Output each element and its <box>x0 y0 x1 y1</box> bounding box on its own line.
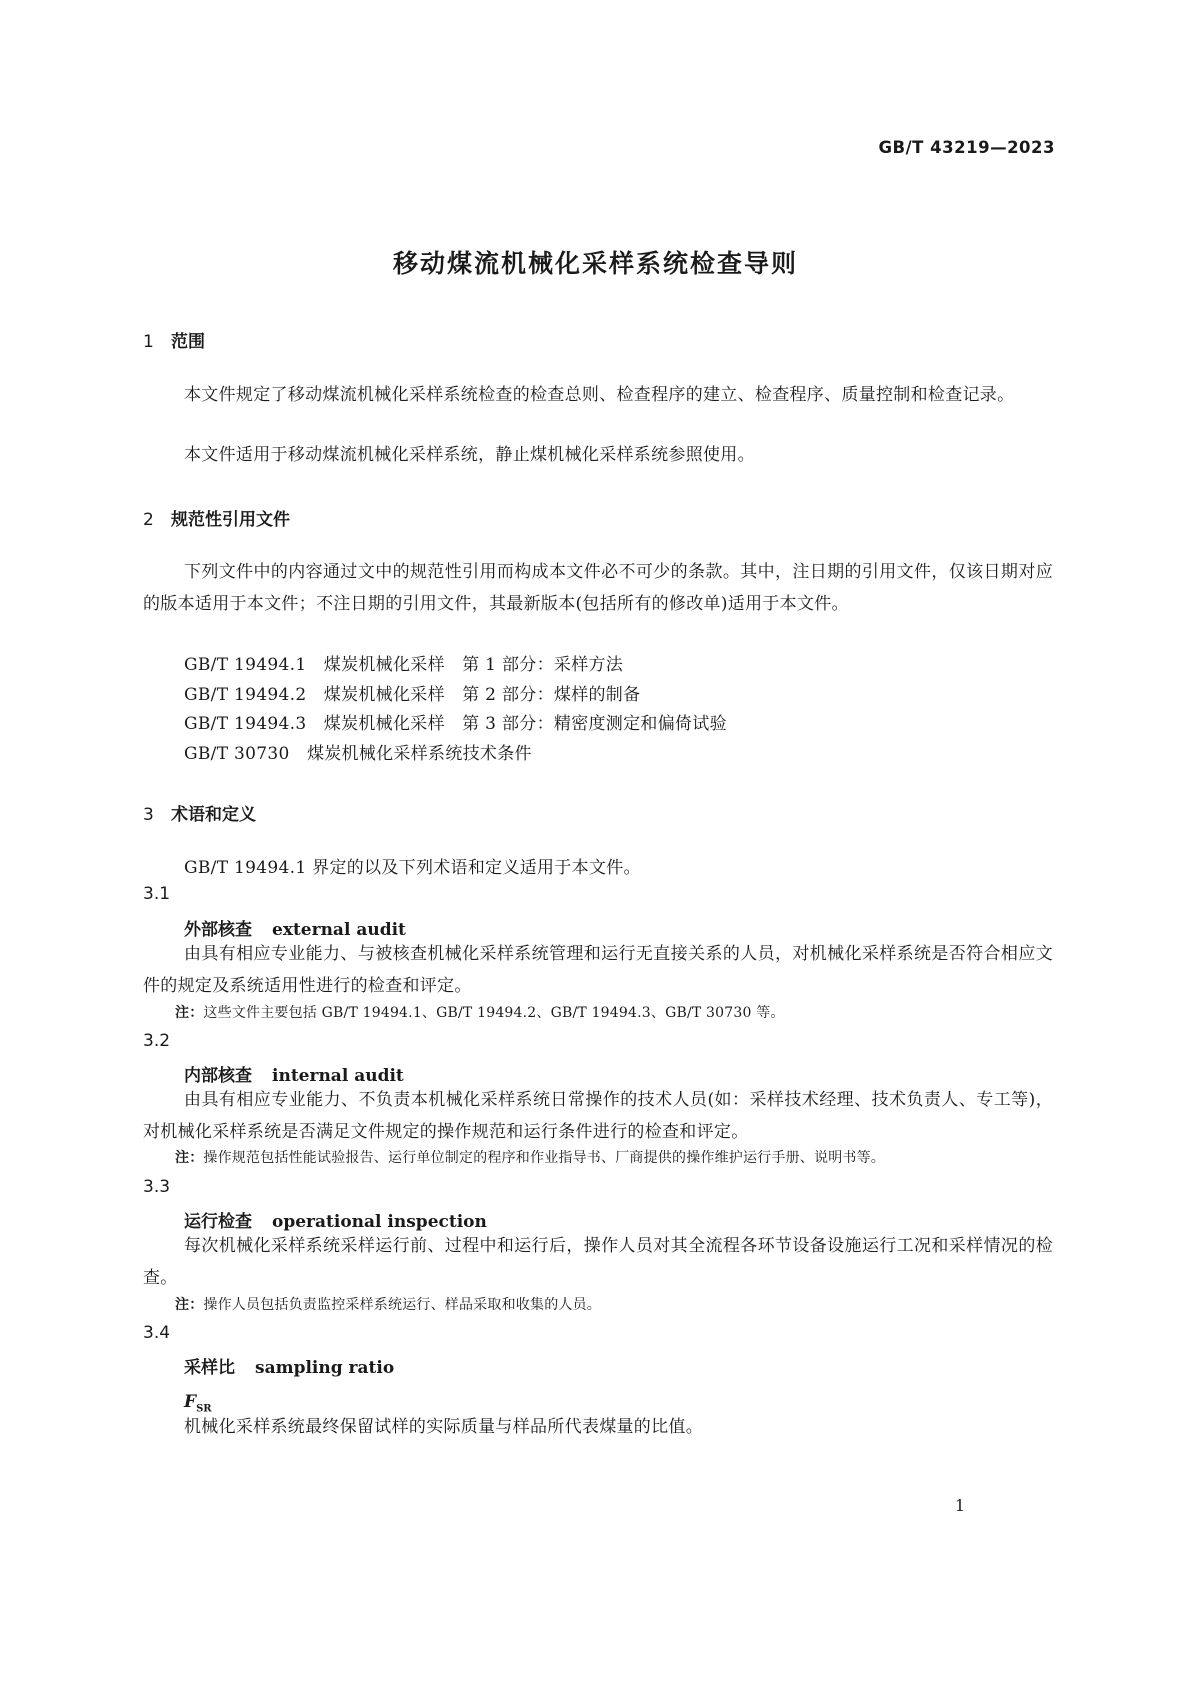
section-3-heading <box>143 800 256 825</box>
reference-item <box>184 680 640 705</box>
term-english: sampling ratio <box>255 1358 395 1378</box>
reference-title: 煤炭机械化采样 第 2 部分：煤样的制备 <box>323 685 641 705</box>
section-title: 规范性引用文件 <box>171 510 290 530</box>
term-chinese: 外部核查 <box>184 920 252 940</box>
term-heading <box>184 1061 404 1086</box>
section-2-heading <box>143 505 290 530</box>
section-title: 范围 <box>171 332 205 352</box>
section-1-heading <box>143 327 205 352</box>
reference-item <box>184 709 727 734</box>
reference-item <box>184 739 532 764</box>
reference-title: 煤炭机械化采样 第 1 部分：采样方法 <box>323 655 624 675</box>
standard-code: GB/T 43219—2023 <box>878 138 1055 157</box>
term-heading <box>184 1353 394 1378</box>
section-1-paragraph-2: 本文件适用于移动煤流机械化采样系统，静止煤机械化采样系统参照使用。 <box>184 445 755 465</box>
term-number: 3.1 <box>143 884 171 904</box>
document-title: 移动煤流机械化采样系统检查导则 <box>392 249 798 278</box>
section-number: 2 <box>143 510 154 530</box>
section-1-paragraph-1: 本文件规定了移动煤流机械化采样系统检查的检查总则、检查程序的建立、检查程序、质量控制和检查记录。 <box>184 385 1015 405</box>
term-chinese: 采样比 <box>184 1358 235 1378</box>
reference-item <box>184 650 623 675</box>
reference-code: GB/T 19494.3 <box>184 714 307 734</box>
term-definition: 由具有相应专业能力、与被核查机械化采样系统管理和运行无直接关系的人员，对机械化采样系统是否符合相应文件的规定及系统适用性进行的检查和评定。 <box>143 944 1053 996</box>
term-number: 3.2 <box>143 1031 171 1051</box>
reference-code: GB/T 19494.2 <box>184 685 307 705</box>
term-number: 3.3 <box>143 1177 171 1197</box>
reference-code: GB/T 19494.1 <box>184 655 307 675</box>
section-number: 3 <box>143 805 154 825</box>
reference-title: 煤炭机械化采样 第 3 部分：精密度测定和偏倚试验 <box>323 714 727 734</box>
term-number: 3.4 <box>143 1323 171 1343</box>
reference-title: 煤炭机械化采样系统技术条件 <box>306 744 532 764</box>
term-definition: 每次机械化采样系统采样运行前、过程中和运行后，操作人员对其全流程各环节设备设施运行工况和采样情况的检查。 <box>143 1236 1053 1288</box>
term-english: operational inspection <box>272 1212 487 1232</box>
term-english: internal audit <box>272 1066 404 1086</box>
term-definition: 由具有相应专业能力、不负责本机械化采样系统日常操作的技术人员(如：采样技术经理、技术负责人、专工等)，对机械化采样系统是否满足文件规定的操作规范和运行条件进行的检查和评定。 <box>143 1090 1053 1142</box>
section-2-paragraph-1: 下列文件中的内容通过文中的规范性引用而构成本文件必不可少的条款。其中，注日期的引用文件，仅该日期对应的版本适用于本文件；不注日期的引用文件，其最新版本(包括所有的修改单)适用于本文件。 <box>143 562 1053 614</box>
reference-code: GB/T 30730 <box>184 744 290 764</box>
term-heading <box>184 1207 487 1232</box>
term-chinese: 内部核查 <box>184 1066 252 1086</box>
section-number: 1 <box>143 332 154 352</box>
term-note: 注：操作规范包括性能试验报告、运行单位制定的程序和作业指导书、厂商提供的操作维护运行手册、说明书等。 <box>175 1150 886 1166</box>
term-symbol: $F_{SR}$ <box>184 1392 212 1415</box>
section-3-intro: GB/T 19494.1 界定的以及下列术语和定义适用于本文件。 <box>184 858 641 878</box>
term-note: 注：这些文件主要包括 GB/T 19494.1、GB/T 19494.2、GB/T 19494.3、GB/T 30730 等。 <box>175 1005 785 1021</box>
term-english: external audit <box>272 920 406 940</box>
page-number: 1 <box>954 1496 965 1515</box>
term-chinese: 运行检查 <box>184 1212 252 1232</box>
section-title: 术语和定义 <box>171 805 256 825</box>
term-heading <box>184 915 406 940</box>
term-definition: 机械化采样系统最终保留试样的实际质量与样品所代表煤量的比值。 <box>184 1417 703 1437</box>
term-note: 注：操作人员包括负责监控采样系统运行、样品采取和收集的人员。 <box>175 1297 602 1313</box>
